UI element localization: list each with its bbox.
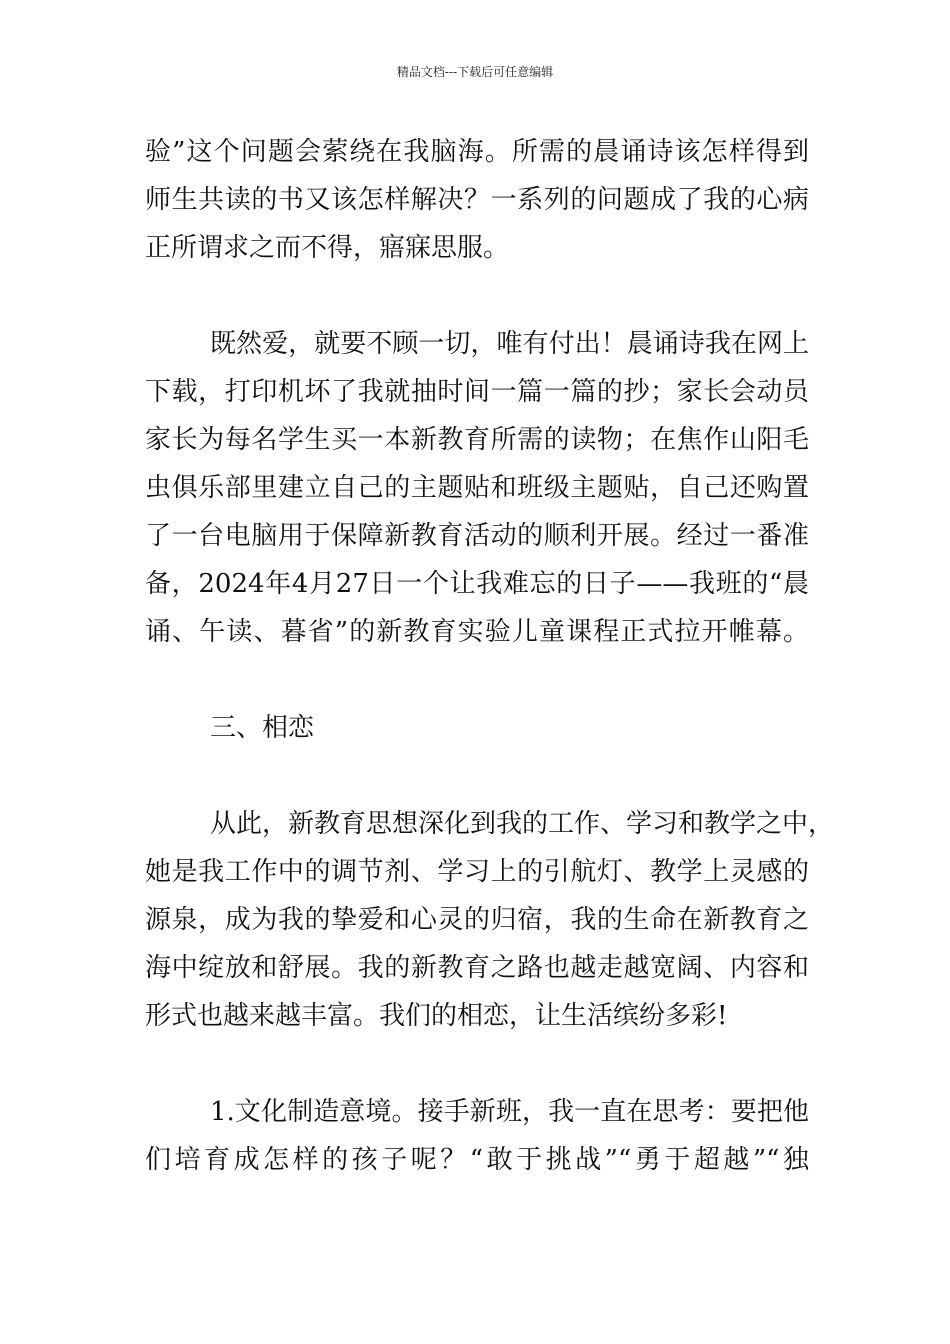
text-line: 1.文化制造意境。接手新班，我一直在思考：要把他 xyxy=(210,1097,809,1127)
paragraph-spacer xyxy=(145,656,809,704)
page-header: 精品文档---下载后可任意编辑 xyxy=(396,65,554,79)
text-line: 源泉，成为我的挚爱和心灵的归宿，我的生命在新教育之 xyxy=(145,905,809,935)
paragraph xyxy=(145,1088,809,1184)
text-line: 从此，新教育思想深化到我的工作、学习和教学之中， xyxy=(210,809,835,839)
paragraph xyxy=(145,800,835,1040)
text-line: 验”这个问题会萦绕在我脑海。所需的晨诵诗该怎样得到 xyxy=(145,137,809,167)
text-line: 备，2024年4月27日一个让我难忘的日子——我班的“晨 xyxy=(145,569,809,599)
text-line: 师生共读的书又该怎样解决？一系列的问题成了我的心病 xyxy=(145,185,809,215)
text-line: 虫俱乐部里建立自己的主题贴和班级主题贴，自己还购置 xyxy=(145,473,809,503)
document-body xyxy=(145,128,835,1184)
text-line: 下载，打印机坏了我就抽时间一篇一篇的抄；家长会动员 xyxy=(145,377,809,407)
paragraph-spacer xyxy=(145,272,809,320)
paragraph xyxy=(145,320,809,656)
paragraph xyxy=(145,128,809,272)
text-line: 家长为每名学生买一本新教育所需的读物；在焦作山阳毛 xyxy=(145,425,809,455)
text-line: 既然爱，就要不顾一切，唯有付出！晨诵诗我在网上 xyxy=(210,329,809,359)
text-line: 诵、午读、暮省”的新教育实验儿童课程正式拉开帷幕。 xyxy=(145,617,809,647)
paragraph-spacer xyxy=(145,1040,809,1088)
text-line: 海中绽放和舒展。我的新教育之路也越走越宽阔、内容和 xyxy=(145,953,809,983)
text-line: 形式也越来越丰富。我们的相恋，让生活缤纷多彩! xyxy=(145,1001,728,1031)
text-line: 她是我工作中的调节剂、学习上的引航灯、教学上灵感的 xyxy=(145,857,809,887)
text-line: 正所谓求之而不得，寤寐思服。 xyxy=(145,233,510,263)
text-line: 们培育成怎样的孩子呢？“敢于挑战”“勇于超越”“独 xyxy=(145,1145,809,1175)
section-heading: 三、相恋 xyxy=(210,713,315,743)
text-line: 了一台电脑用于保障新教育活动的顺利开展。经过一番准 xyxy=(145,521,809,551)
paragraph-spacer xyxy=(145,752,809,800)
